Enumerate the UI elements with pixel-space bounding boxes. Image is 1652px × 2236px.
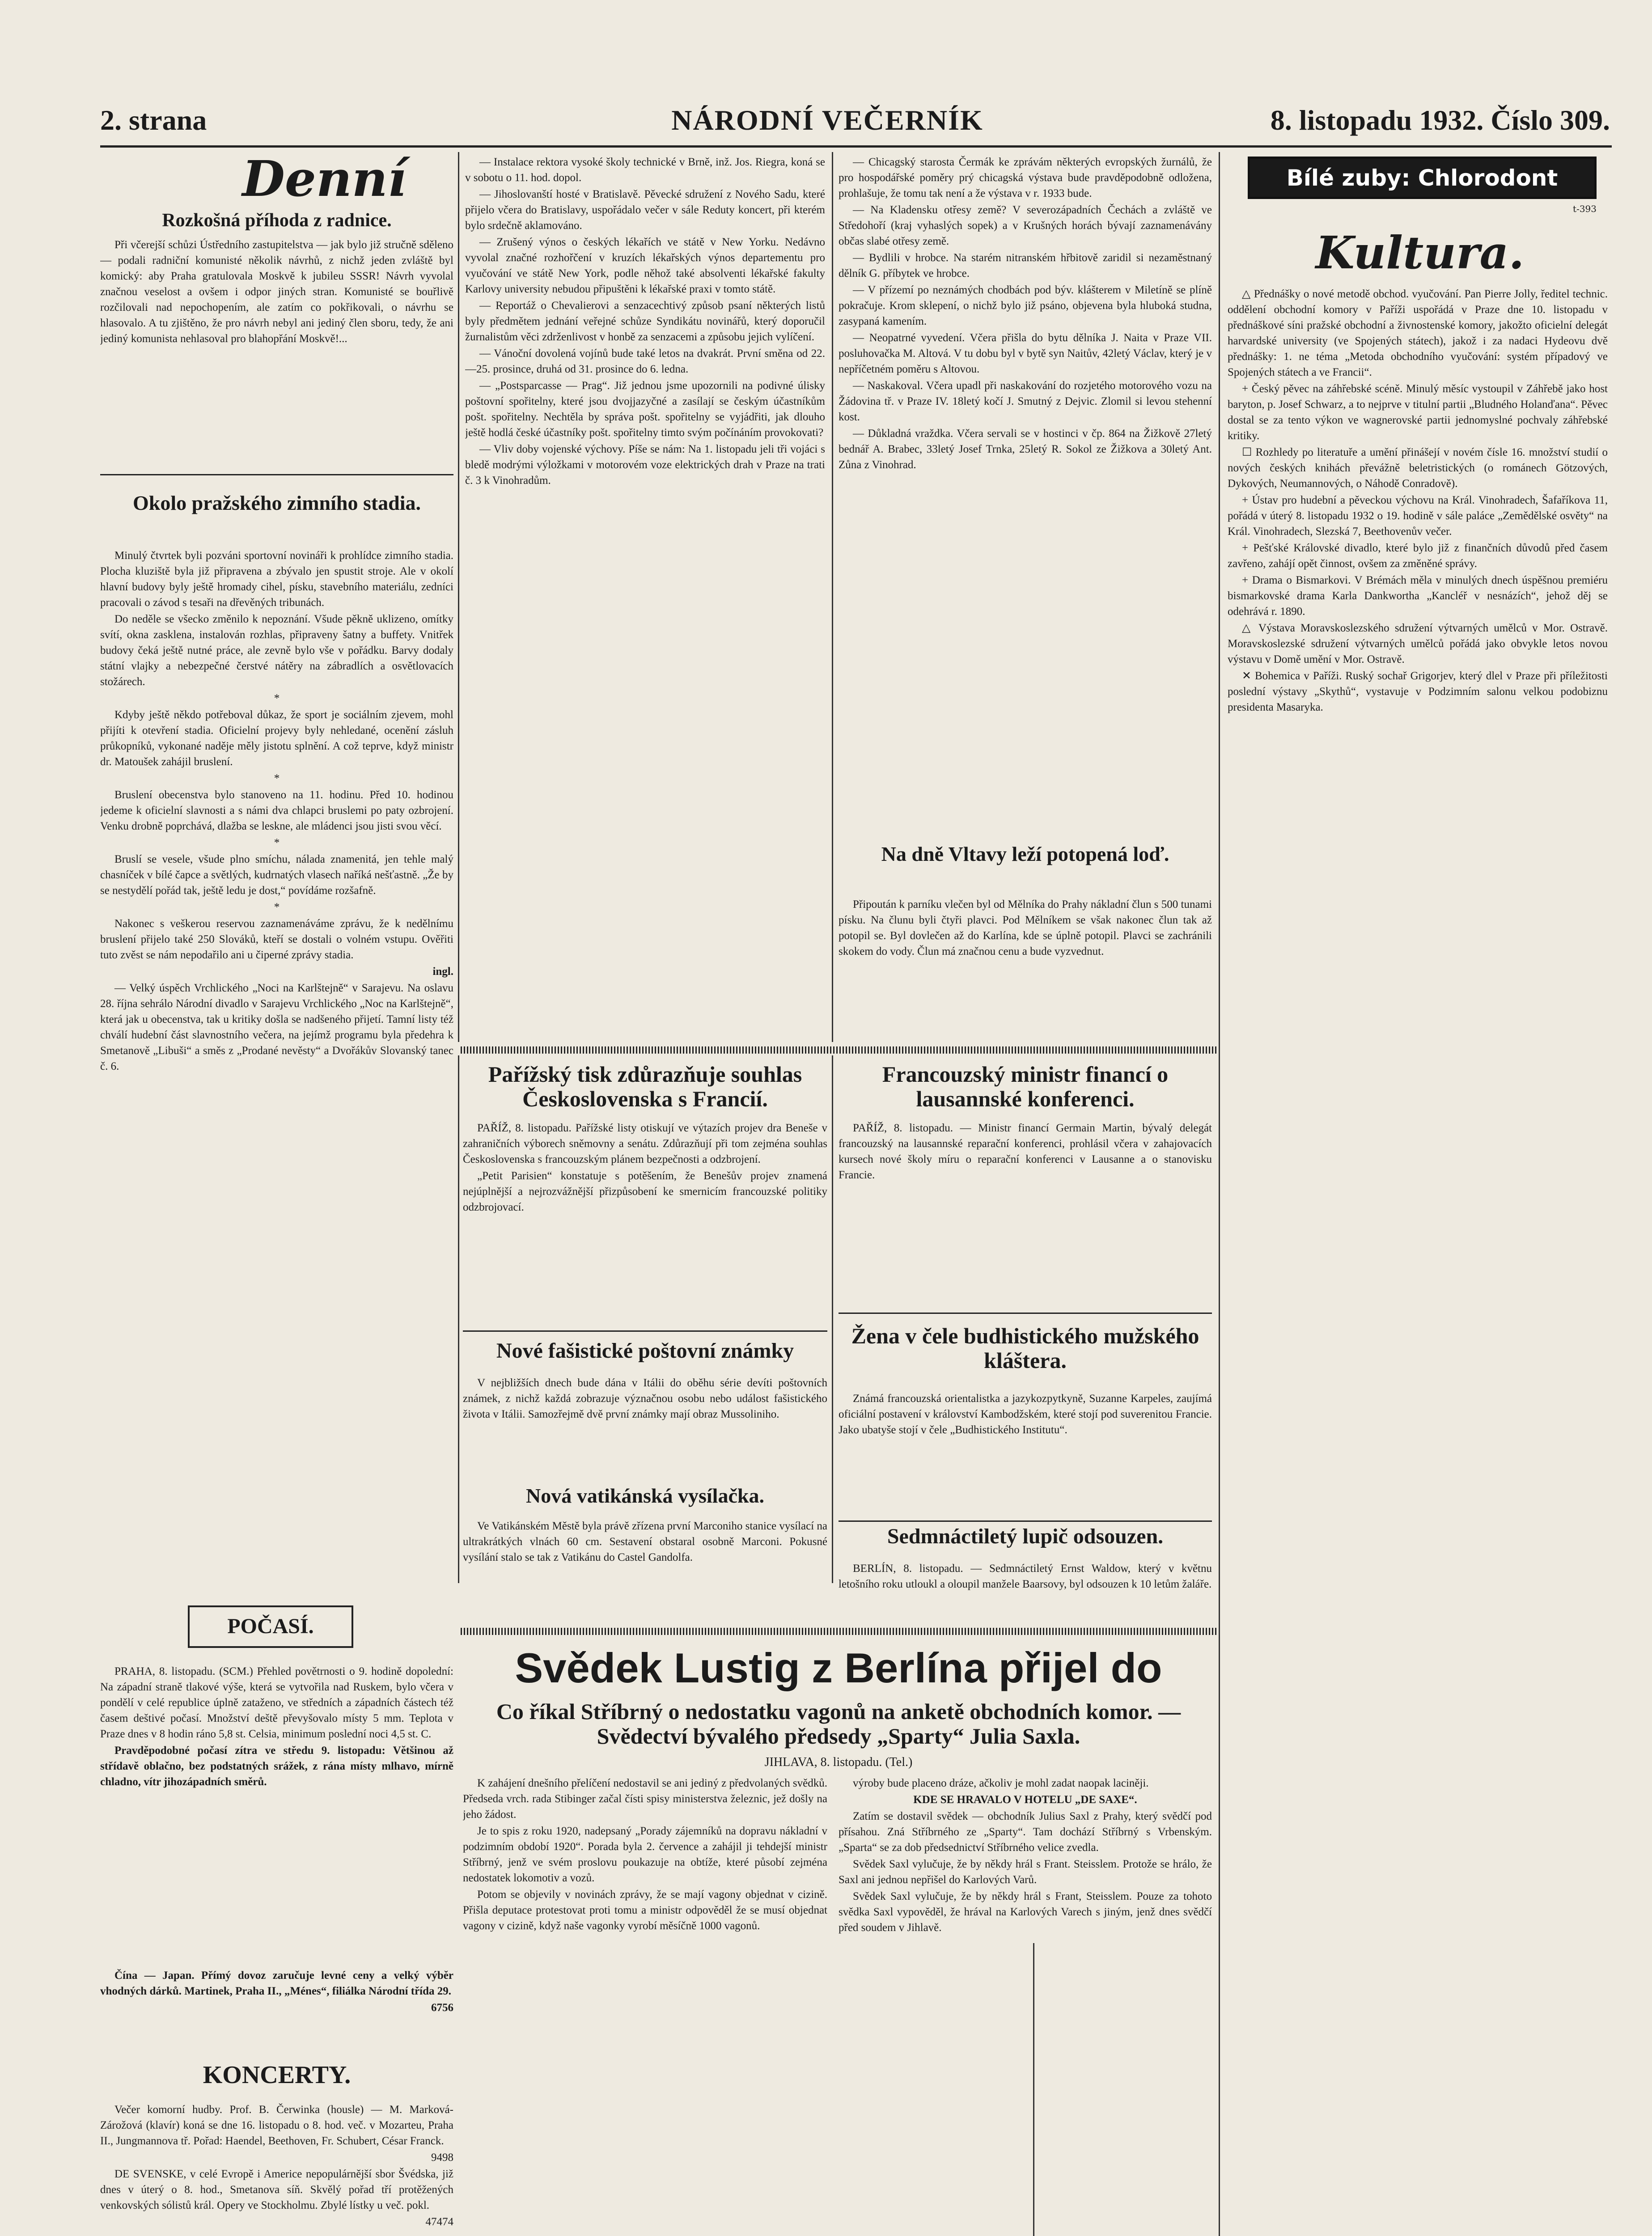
paragraph: Večer komorní hudby. Prof. B. Čerwinka (housle) — M. Marková-Zárožová (klavír) koná se dne 16. listopadu o 8. hod. več. v Mozarteu, Praha II., Jungmannova tř. Pořad: Haendel, Beethoven, Fr. Schubert, César Franck. (100, 2104, 453, 2147)
paragraph: „Petit Parisien“ konstatuje s potěšením, že Benešův projev znamená nejúplnější a nejrozvážnější přizpůsobení ke smernicím francouzské politiky odzbrojovací. (463, 1170, 827, 1213)
section-title-denni-zpravy: Denní (242, 150, 407, 208)
column-separator (1219, 152, 1220, 2236)
concerts-listing (100, 2102, 453, 2236)
headline-parizsky-tisk: Pařížský tisk zdůrazňuje souhlas Československa s Francií. (488, 1062, 802, 1111)
headline-vatikanska-vysilacka: Nová vatikánská vysílačka. (526, 1485, 764, 1507)
paragraph: — Bydlili v hrobce. Na starém nitranském hřbitově zaridil si nezaměstnaný dělník G. příbytek ve hrobce. (839, 252, 1212, 280)
column-separator (458, 152, 459, 1042)
column-short-news-2 (465, 154, 825, 1042)
headline-lupic-odsouzen: Sedmnáctiletý lupič odsouzen. (887, 1525, 1164, 1548)
paragraph: Kdyby ještě někdo potřeboval důkaz, že sport je sociálním zjevem, mohl přijíti k otevření stadia. Oficielní projevy byly nehledané, ocenění zásluh průkopníků, vykonané naděje měly jistotu splnění. A což teprve, když ministr dr. Matoušek zahájil bruslení. (100, 709, 453, 768)
section-divider (461, 1628, 1216, 1635)
headline-francouzsky-ministr: Francouzský ministr financí o lausannské konferenci. (882, 1062, 1169, 1111)
article-francouzsky-ministr (839, 1120, 1212, 1308)
paragraph: — Zrušený výnos o českých lékařích ve státě v New Yorku. Nedávno vyvolal značné rozhořčení v kruzích lékařských výnos departementu pro vyučování ve státě New York, podle něhož také absolventi lékařské fakulty Karlovy university nebudou připuštěni k lékařské praxi v tomto státě. (465, 236, 825, 295)
section-title-kultura: Kultura. (1315, 226, 1525, 279)
advertisement-chlorodont (1248, 157, 1597, 199)
paragraph: — Instalace rektora vysoké školy technické v Brně, inž. Jos. Riegra, koná se v sobotu o 11. hod. dopol. (465, 156, 825, 184)
article-lustig-part1 (463, 1775, 827, 2236)
paragraph: — „Postsparcasse — Prag“. Již jednou jsme upozornili na podivné úlisky poštovní spořitelny, které jsou dvojjazyčné a zasílají se českým účastníkům pošt. spořitelny. Nechtěla by správa pošt. spořitelny se vyjádřiti, jak dlouho ještě hodlá české účastníky pošt. spořitelny timto svým počínáním provokovati? (465, 380, 825, 439)
paragraph: — Jihoslovanští hosté v Bratislavě. Pěvecké sdružení z Nového Sadu, které přijelo včera do Bratislavy, uspořádalo večer v sále Reduty koncert, při kterém bylo srdečně aklamováno. (465, 188, 825, 232)
paragraph: — V přízemí po neznámých chodbách pod býv. klášterem v Miletíně se plíně pokračuje. Krom sklepení, o nichž bylo již psáno, objevena byla hluboká studna, zasypaná kamením. (839, 284, 1212, 327)
article-budhisticky-klaster (839, 1391, 1212, 1516)
column-separator (832, 152, 833, 1042)
paragraph: — Neopatrné vyvedení. Včera přišla do bytu dělníka J. Naita v Praze VII. posluhovačka M. Altová. V tu dobu byl v bytě syn Naitův, 42letý Václav, který je v nepříčetném poměru s Altovou. (839, 332, 1212, 375)
paragraph: K zahájení dnešního přelíčení nedostavil se ani jediný z předvolaných svědků. Předseda vrch. rada Stibinger začal čísti spisy ministerstva železnic, jež došly na jeho žádost. (463, 1777, 827, 1821)
paragraph: Do neděle se všecko změnilo k nepoznání. Všude pěkně uklizeno, omítky svítí, okna zasklena, instalován rozhlas, připraveny šatny a buffety. Vnitřek budovy čeká ještě nutné práce, ale zevně bylo vše v pořádku. Barvy dodaly státní vlajky a nebezpečné čerstvé nátěry na zábradlích a osvětlovacích stožárech. (100, 613, 453, 688)
article-vltava (839, 897, 1212, 1040)
headline-radnice: Rozkošná příhoda z radnice. (162, 210, 392, 231)
ad-number: 6756 (431, 2002, 453, 2014)
article-lupic-odsouzen (839, 1561, 1212, 1623)
newspaper-title: NÁRODNÍ VEČERNÍK (671, 104, 983, 136)
headline-vltava: Na dně Vltavy leží potopená loď. (881, 843, 1169, 865)
paragraph: Minulý čtvrtek byli pozváni sportovní novináři k prohlídce zimního stadia. Plocha kluziště byla již připravena a zbývalo jen spustit stroje. Ale v okolí hlavní budovy byly ještě hromady cihel, písku, stavebního materiálu, zedníci pracovali o závod s tesaři na dřevěných tribunách. (100, 550, 453, 609)
paragraph: Známá francouzská orientalistka a jazykozpytkyně, Suzanne Karpeles, zaujímá oficiální postavení v království Kambodžském, které stojí pod suverenitou Francie. Jako ubatyše stojí v čele „Budhistického Institutu“. (839, 1393, 1212, 1436)
concerts-header: KONCERTY. (203, 2062, 351, 2089)
paragraph: — Na Kladensku otřesy země? V severozápadních Čechách a zvláště ve Středohoří (kraj vyhaslých sopek) a v Krušných horách bývají zaznamenávány občas slabé otřesy země. (839, 204, 1212, 247)
ad-number: 47474 (425, 2216, 453, 2228)
author-signature: ingl. (432, 966, 453, 978)
paragraph: PRAHA, 8. listopadu. (SCM.) Přehled povětrnosti o 9. hodině dopolední: Na západní straně tlakové výše, která se vytvořila nad Ruskem, bylo včera v pondělí v celé republice úplně zataženo, ve středních a západních částech též časem deštivé počasí. Množství deště převyšovalo místy 5 mm. Teplota v Praze dnes v 8 hodin ráno 5,8 st. Celsia, minimum poslední noci 4,5 st. C. (100, 1665, 453, 1740)
weather-report (100, 1664, 453, 1954)
paragraph: △ Výstava Moravskoslezského sdružení výtvarných umělců v Mor. Ostravě. Moravskoslezské sdružení výtvarných umělců pořádá jako obvykle letos novou výstavu v Domě umění v Mor. Ostravě. (1228, 622, 1608, 665)
dateline-jihlava: JIHLAVA, 8. listopadu. (Tel.) (764, 1755, 913, 1769)
paragraph: PAŘÍŽ, 8. listopadu. Pařížské listy otiskují ve výtazích projev dra Beneše v zahraničních výborech sněmovny a senátu. Zdůrazňují při tom zejména souhlas Československa s francouzským plánem bezpečnosti a odzbrojení. (463, 1122, 827, 1165)
article-vatikanska-vysilacka (463, 1518, 827, 1608)
paragraph: Svědek Saxl vylučuje, že by někdy hrál s Frant. Steisslem. Protože se hrálo, že Saxl ani jednou nepřišel do Karlových Varů. (839, 1858, 1212, 1886)
headline-zimni-stadion: Okolo pražského zimního stadia. (132, 492, 421, 514)
paragraph: Svědek Saxl vylučuje, že by někdy hrál s Frant, Steisslem. Pouze za tohoto svědka Saxl vypověděl, že hrával na Karlových Varech s jiným, jenž dnes svědčí před soudem v Jihlavě. (839, 1890, 1212, 1934)
paragraph: Ve Vatikánském Městě byla právě zřízena první Marconiho stanice vysílací na ultrakrátkých vlnách 60 cm. Sestavení obstaral osobně Marconi. Pokusné vysílání stalo se tak z Vatikánu do Castel Gandolfa. (463, 1520, 827, 1563)
paragraph: Při včerejší schůzi Ústředního zastupitelstva — jak bylo již stručně sděleno — podali radniční komunisté několik návrhů, z nichž jeden zvláště byl komický: aby Praha gratulovala Moskvě k jubileu SSSR! Návrh vyvolal značnou veselost a ovšem i odpor jiných stran. Komunisté se bouřlivě rozčilovali nad nepochopením, ale zatím co pokřikovali, o návrhu se hlasovalo. A tu zjištěno, že pro návrh nebyl ani jediný člen sboru, tedy, že ani jediný komunista nehlasoval pro blahopřání Moskvě!... (100, 239, 453, 345)
paragraph: + Pešťské Královské divadlo, které bylo již z finančních důvodů před časem zavřeno, zahájí opět činnost, ovšem za změněné správy. (1228, 542, 1608, 570)
paragraph: + Český pěvec na záhřebské scéně. Minulý měsíc vystoupil v Záhřebě jako host baryton, p. Josef Schwarz, a to nejprve v titulní partii „Bludného Holanďana“. Pěvec dostal se za tento výkon ve wagnerovské partii jednomyslné pochvaly záhřebské kritiky. (1228, 383, 1608, 442)
column-separator (458, 1055, 459, 1583)
paragraph: — Velký úspěch Vrchlického „Noci na Karlštejně“ v Sarajevu. Na oslavu 28. října sehrálo Národní divadlo v Sarajevu Vrchlického „Noc na Karlštejně“, která jak u obecenstva, tak u kritiky došla se nadšeného přijetí. Tamní listy též chválí hudební část slavnostního večera, na jejímž programu byla předehra k Smetanově „Libuši“ a směs z „Prodané nevěsty“ a Dvořákův Slovanský tanec č. 6. (100, 982, 453, 1072)
article-zimni-stadion: Minulý čtvrtek byli pozváni sportovní novináři k prohlídce zimního stadia. Plocha kluziště byla již připravena a zbývalo jen spustit stroje. Ale v okolí hlavní budovy byly ještě hromady cihel, písku, stavebního materiálu, zedníci pracovali o závod s tesaři na dřevěných tribunách. Do neděle se všecko změnilo k nepoznání. Všude pěkně uklizeno, omítky svítí, okna zasklena, instalován rozhlas, připraveny šatny a buffety. Vnitřek budovy čeká ještě nutné práce, ale zevně bylo vše v pořádku. Barvy dodaly státní vlajky a nebezpečné čerstvé nátěry na zábradlích a osvětlovacích stožárech. * Kdyby ještě někdo potřeboval důkaz, že sport je sociálním zjevem, mohl přijíti k otevření stadia. Oficielní projevy byly nehledané, ocenění zásluh průkopníků, vykonané naděje měly jistotu splnění. A což teprve, když ministr dr. Matoušek zahájil bruslení. * Bruslení obecenstva bylo stanoveno na 11. hodinu. Před 10. hodinou jedeme k oficielní slavnosti a s námi dva chlapci bruslemi po paty ozbrojení. Venku drobně poprchává, dlažba se leskne, ale mládenci jsou jisti svou věcí. * Bruslí se vesele, všude plno smíchu, nálada znamenitá, jen tehle malý chasníček v bílé čapce a světlých, kudrnatých vlasech naříká nešťastně. „Že by se nestydělí pořád tak, ještě ledu je dost,“ povídáme rozšafně. * Nakonec s veškerou reservou zaznamenáváme zprávu, že k nedělnímu bruslení přijelo také 250 Slováků, kteří se dostali o volném vstupu. Ověřiti tuto zvěst se nám nepodařilo ani u čiperné zprávy stadia. ingl. — Velký úspěch Vrchlického „Noci na Karlštejně“ v Sarajevu. Na oslavu 28. října sehrálo Národní divadlo v Sarajevu Vrchlického „Noc na Karlštejně“, která jak u obecenstva, tak u kritiky došla se nadšeného přijetí. Tamní listy též chválí hudební část slavnostního večera, na jejímž programu byla předehra k Smetanově „Libuši“ a směs z „Prodané nevěsty“ a Dvořákův Slovanský tanec č. 6. (100, 548, 453, 1469)
paragraph: — Reportáž o Chevalierovi a senzacechtivý způsob psaní některých listů byly předmětem jednání veřejné schůze Syndikátu novinářů, který doporučil žurnalistům věci zdrženlivost v honbě za senzacemi a způsobu jejich vylíčení. (465, 300, 825, 343)
divider (839, 1520, 1212, 1522)
paragraph: V nejbližších dnech bude dána v Itálii do oběhu série devíti poštovních známek, z nichž každá zobrazuje význačnou osobu nebo událost fašistického života v Itálii. Samozřejmě dvě první známky mají obraz Mussoliniho. (463, 1377, 827, 1420)
headline-fasisticke-znamky: Nové fašistické poštovní známky (496, 1339, 794, 1363)
issue-date: 8. listopadu 1932. Číslo 309. (1270, 104, 1610, 136)
article-lustig-part2 (839, 1775, 1212, 2236)
divider (463, 1330, 827, 1332)
ad-text: Čína — Japan. Přímý dovoz zaručuje levné ceny a velký výběr vhodných dárků. Martinek, Praha II., „Ménes“, filiálka Národní třída 29. (100, 1969, 453, 1997)
paragraph: △ Přednášky o nové metodě obchod. vyučování. Pan Pierre Jolly, ředitel technic. oddělení obchodní komory v Paříži uspořádá v Praze dne 10. listopadu v přednáškové síni pražské obchodní a živnostenské komory, jakožto oficielní delegát harvardské university (ve Spojených státech), jakož i za nadaci Hydeovu dvě přednášky: 1. ne téma „Metoda obchodního vyučování: systém případový ve Spojených státech a ve Francii“. (1228, 288, 1608, 378)
masthead-rule (100, 145, 1612, 148)
paragraph: Bruslení obecenstva bylo stanoveno na 11. hodinu. Před 10. hodinou jedeme k oficielní slavnosti a s námi dva chlapci bruslemi po paty ozbrojení. Venku drobně poprchává, dlažba se leskne, ale mládenci jsou jisti svou věcí. (100, 789, 453, 832)
paragraph: ☐ Rozhledy po literatuře a umění přinášejí v novém čísle 16. množství studií o nových českých knihách převážně beletristických (o románech Götzových, Dykových, Neumannových, o Náhodě Conradově). (1228, 446, 1608, 490)
paragraph: Bruslí se vesele, všude plno smíchu, nálada znamenitá, jen tehle malý chasníček v bílé čapce a světlých, kudrnatých vlasech naříká nešťastně. „Že by se nestydělí pořád tak, ještě ledu je dost,“ povídáme rozšafně. (100, 853, 453, 897)
paragraph: — Vánoční dovolená vojínů bude také letos na dvakrát. První směna od 22.—25. prosince, druhá od 31. prosince do 6. ledna. (465, 347, 825, 375)
paragraph: Připoután k parníku vlečen byl od Mělníka do Prahy nákladní člun s 500 tunami písku. Na člunu byli čtyři plavci. Pod Mělníkem se však nakonec člun tak až potopil se. Byl dovlečen až do Karlína, kde se úplně potopil. Plavci se zachránili skokem do vody. Člun má značnou cenu a bude vyzvednut. (839, 898, 1212, 957)
paragraph: + Ústav pro hudební a pěveckou výchovu na Král. Vinohradech, Šafaříkova 11, pořádá v úterý 8. listopadu 1932 o 19. hodině v sále paláce „Zemědělské osvěty“ na Král. Vinohradech, Slezská 7, Beethovenův večer. (1228, 494, 1608, 538)
paragraph: BERLÍN, 8. listopadu. — Sedmnáctiletý Ernst Waldow, který v květnu letošního roku utloukl a oloupil manžele Baarsovy, byl odsouzen k 10 letům žaláře. (839, 1563, 1212, 1590)
column-short-news-3 (839, 154, 1212, 798)
headline-lustig: Svědek Lustig z Berlína přijel do (515, 1644, 1162, 1691)
ad-text: Bílé zuby: Chlorodont (1286, 165, 1558, 191)
paragraph: Pravděpodobné počasí zítra ve středu 9. listopadu: Většinou až střídavě oblačno, bez podstatných srážek, z rána místy mlhavo, mírně chladno, vítr jihozápadních směrů. (100, 1745, 453, 1788)
page-number: 2. strana (100, 104, 207, 136)
column-culture (1228, 286, 1608, 2236)
paragraph: DE SVENSKE, v celé Evropě i Americe nepopulárnější sbor Švédska, již dnes v úterý o 8. hod., Smetanova síň. Skvělý pořad tří protěžených venkovských sólistů král. Opery ve Stockholmu. Zbylé lístky u več. pokl. (100, 2168, 453, 2211)
ad-number: 9498 (431, 2151, 453, 2164)
paragraph: — Důkladná vraždka. Včera servali se v hostinci v čp. 864 na Žižkově 27letý bednář A. Brabec, 33letý Josef Trnka, 25letý R. Sokol ze Žižkova a 30letý Ant. Zůna z Vinohrad. (839, 428, 1212, 471)
paragraph: — Chicagský starosta Čermák ke zprávám některých evropských žurnálů, že pro hospodářské poměry prý chicagská výstava bude pravděpodobně odložena, prohlašuje, že tomu tak není a že výstava v r. 1933 bude. (839, 156, 1212, 199)
paragraph: výroby bude placeno dráze, ačkoliv je mohl zadat naopak laciněji. (853, 1777, 1149, 1789)
subheadline-hotel-de-saxe: KDE SE HRAVALO V HOTELU „DE SAXE“. (913, 1794, 1137, 1806)
headline-budhisticky-klaster: Žena v čele budhistického mužského kláštera. (851, 1324, 1199, 1373)
section-divider (461, 1046, 1216, 1054)
divider (839, 1313, 1212, 1314)
subheadline-lustig: Co říkal Stříbrný o nedostatku vagonů na anketě obchodních komor. — Svědectví bývalého předsedy „Sparty“ Julia Saxla. (496, 1699, 1181, 1749)
divider (100, 474, 453, 475)
paragraph: Nakonec s veškerou reservou zaznamenáváme zprávu, že k nedělnímu bruslení přijelo také 250 Slováků, kteří se dostali o volném vstupu. Ověřiti tuto zvěst se nám nepodařilo ani u čiperné zprávy stadia. (100, 918, 453, 961)
paragraph: Je to spis z roku 1920, nadepsaný „Porady zájemníků na dopravu nákladní v podzimním období 1920“. Porada byla 2. července a zahájil ji tehdejší ministr Stříbrný, jenž ve svém proslovu poukazuje na obtíže, které působí zejména nedostatek lokomotiv a vozů. (463, 1825, 827, 1884)
paragraph: + Drama o Bismarkovi. V Brémách měla v minulých dnech úspěšnou premiéru bismarkovské drama Karla Dankwortha „Kancléř v nesnázích“, jehož děj se odehrává r. 1890. (1228, 574, 1608, 618)
ad-code: t-393 (1573, 203, 1597, 214)
advertisement-cina-japan (100, 1968, 453, 2057)
paragraph: Potom se objevily v novinách zprávy, že se mají vagony objednat v cizině. Přišla deputace protestovat proti tomu a ministr odpověděl že se musí objednat vagony v cizině, když naše vagonky vyrobí měsíčně 1000 vagonů. (463, 1889, 827, 1932)
paragraph: Zatím se dostavil svědek — obchodník Julius Saxl z Prahy, který svědčí pod přísahou. Zná Stříbrného ze „Sparty“. Tam dochází Stříbrný s Vrbenským. „Sparta“ se za dob předsednictví Stříbrného velice zvedla. (839, 1810, 1212, 1854)
column-separator (832, 1055, 833, 1583)
paragraph: ✕ Bohemica v Paříži. Ruský sochař Grigorjev, který dlel v Praze při příležitosti poslední výstavy „Skythů“, vystavuje v Podzimním salonu velkou podobiznu presidenta Masaryka. (1228, 670, 1608, 713)
paragraph: — Vliv doby vojenské výchovy. Píše se nám: Na 1. listopadu jeli tři vojáci s bledě modrými výložkami v motorovém voze elektrických drah v Praze na trati č. 3 k Vinohradům. (465, 443, 825, 487)
article-parizsky-tisk (463, 1120, 827, 1326)
paragraph: — Naskakoval. Včera upadl při naskakování do rozjetého motorového vozu na Žádovina tř. v Praze IV. 18letý kočí J. Smutný z Dejvic. Zlomil si levou stehenní kost. (839, 380, 1212, 423)
weather-header: POČASÍ. (188, 1605, 353, 1648)
paragraph: PAŘÍŽ, 8. listopadu. — Ministr financí Germain Martin, bývalý delegát francouzský na lausannské reparační konferenci, prohlásil včera v zahajovacích kursech nové školy míru o reparační konferenci v Lausanne a o stanovisku Francie. (839, 1122, 1212, 1181)
article-radnice (100, 237, 453, 470)
article-fasisticke-znamky (463, 1375, 827, 1480)
